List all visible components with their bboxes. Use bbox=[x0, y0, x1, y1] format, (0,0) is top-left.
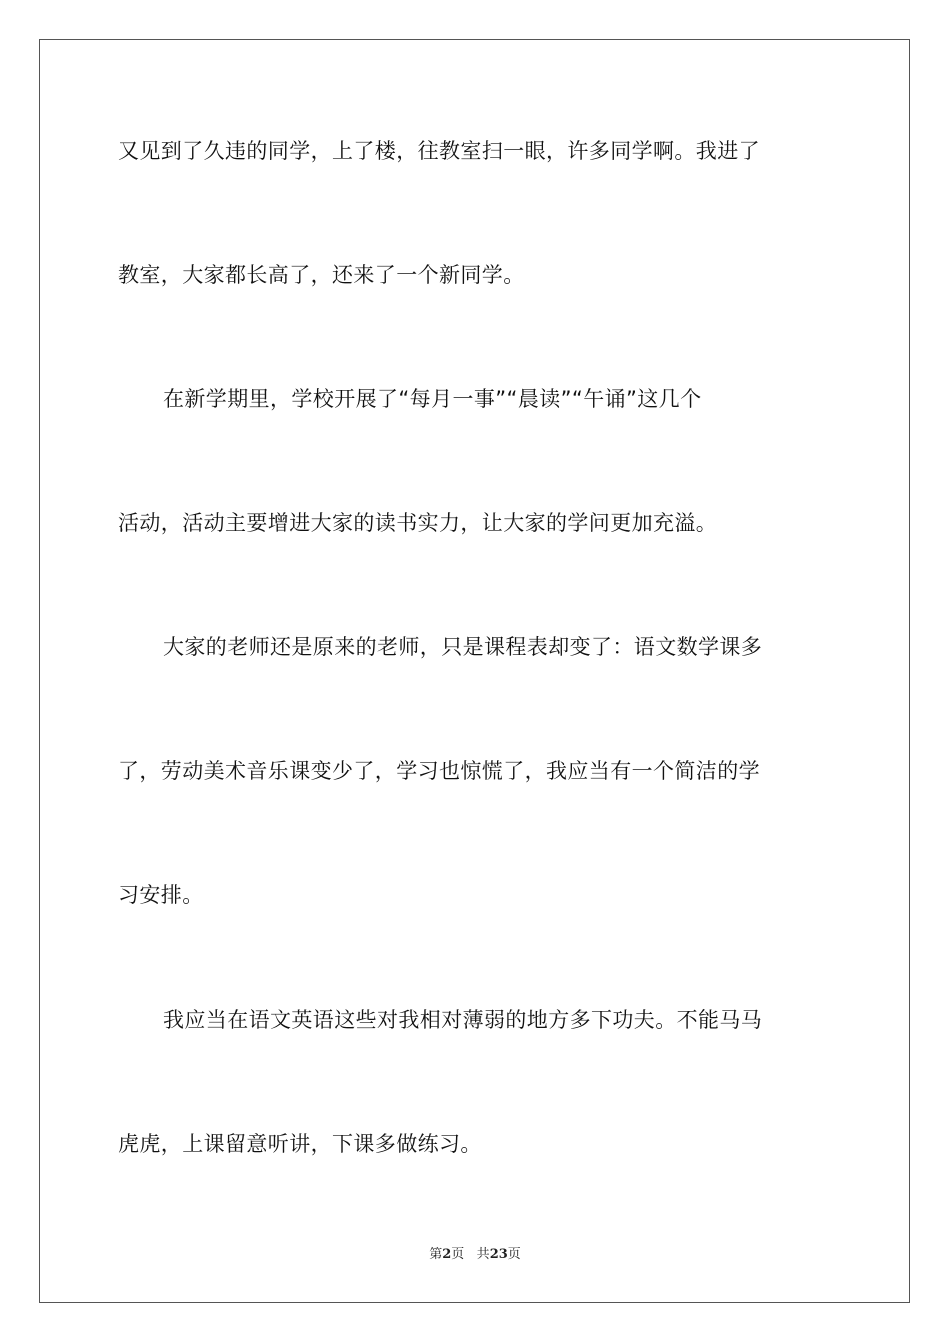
page-frame bbox=[39, 39, 910, 1303]
footer-total-suffix: 页 bbox=[507, 1247, 521, 1262]
paragraph-1-line-1: 又见到了久违的同学，上了楼，往教室扫一眼，许多同学啊。我进了 bbox=[118, 139, 760, 163]
footer-page-number: 2 bbox=[442, 1247, 452, 1262]
footer-total-pages: 23 bbox=[489, 1247, 508, 1262]
paragraph-3-line-2: 了，劳动美术音乐课变少了，学习也惊慌了，我应当有一个简洁的学 bbox=[118, 759, 760, 783]
paragraph-2-line-1: 在新学期里，学校开展了“每月一事”“晨读”“午诵”这几个 bbox=[163, 387, 702, 411]
paragraph-1-line-2: 教室，大家都长高了，还来了一个新同学。 bbox=[118, 263, 525, 287]
footer-page-suffix: 页 bbox=[451, 1247, 465, 1262]
paragraph-2-line-2: 活动，活动主要增进大家的读书实力，让大家的学问更加充溢。 bbox=[118, 511, 718, 535]
paragraph-4-line-1: 我应当在语文英语这些对我相对薄弱的地方多下功夫。不能马马 bbox=[163, 1008, 763, 1032]
page-footer bbox=[0, 1246, 950, 1264]
paragraph-4-line-2: 虎虎，上课留意听讲，下课多做练习。 bbox=[118, 1132, 482, 1156]
footer-total-prefix: 共 bbox=[476, 1247, 490, 1262]
paragraph-3-line-1: 大家的老师还是原来的老师，只是课程表却变了：语文数学课多 bbox=[163, 635, 763, 659]
footer-page-prefix: 第 bbox=[429, 1247, 443, 1262]
paragraph-3-line-3: 习安排。 bbox=[118, 883, 204, 907]
